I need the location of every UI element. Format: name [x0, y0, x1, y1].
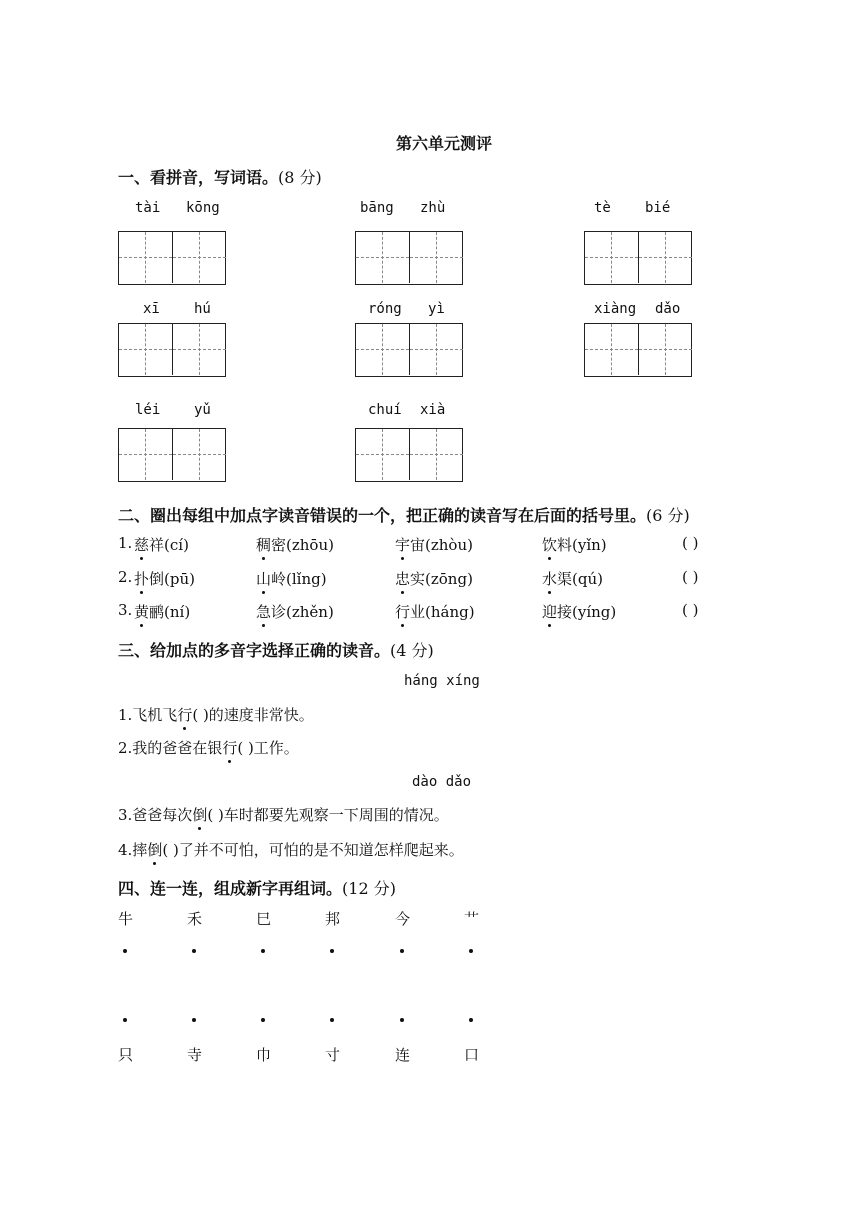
writing-grid[interactable]	[355, 428, 463, 482]
section-2-score: (6 分)	[646, 506, 690, 525]
answer-parentheses[interactable]: ( )	[682, 568, 699, 586]
question-number: 2.	[118, 568, 133, 586]
match-bottom-char: 寸	[325, 1046, 341, 1064]
pinyin-options: háng xíng	[404, 673, 480, 689]
answer-blank[interactable]: ( )的速度非常快。	[192, 706, 314, 724]
answer-blank[interactable]: ( )了并不可怕，可怕的是不知道怎样爬起来。	[162, 841, 464, 859]
answer-blank[interactable]: ( )工作。	[237, 739, 299, 757]
word-option[interactable]: 饮料(yǐn)	[542, 536, 607, 554]
match-dot[interactable]	[469, 1018, 473, 1022]
writing-grid[interactable]	[584, 231, 692, 285]
section-1-heading	[118, 165, 322, 188]
writing-grid[interactable]	[118, 231, 226, 285]
question-3: 3.爸爸每次倒( )车时都要先观察一下周围的情况。	[118, 806, 449, 824]
match-bottom-char: 口	[464, 1046, 480, 1064]
match-dot[interactable]	[123, 1018, 127, 1022]
match-dot[interactable]	[330, 949, 334, 953]
match-dot[interactable]	[400, 1018, 404, 1022]
word-option[interactable]: 黄鹂(ní)	[134, 603, 191, 621]
pinyin-label: xī	[143, 301, 160, 317]
pinyin-label: léi	[135, 402, 161, 418]
word-option[interactable]: 稠密(zhōu)	[256, 536, 334, 554]
word-option[interactable]: 山岭(lǐng)	[256, 570, 327, 588]
writing-grid[interactable]	[355, 323, 463, 377]
pinyin-label: tài	[135, 200, 161, 216]
section-4-heading	[118, 876, 396, 899]
word-option[interactable]: 水渠(qú)	[542, 570, 603, 588]
page-title: 第六单元测评	[396, 134, 493, 153]
question-number: 3.	[118, 601, 133, 619]
section-3-score: (4 分)	[390, 641, 434, 660]
question-1: 1.飞机飞行( )的速度非常快。	[118, 706, 314, 724]
pinyin-label: hú	[194, 301, 211, 317]
match-bottom-char: 巾	[256, 1046, 272, 1064]
match-top-char: 巳	[256, 910, 272, 928]
writing-grid[interactable]	[118, 323, 226, 377]
match-dot[interactable]	[330, 1018, 334, 1022]
word-option[interactable]: 行业(háng)	[395, 603, 475, 621]
match-dot[interactable]	[469, 949, 473, 953]
answer-parentheses[interactable]: ( )	[682, 601, 699, 619]
match-top-char: 禾	[187, 910, 203, 928]
word-option[interactable]: 迎接(yíng)	[542, 603, 617, 621]
section-3-heading	[118, 638, 434, 661]
writing-grid[interactable]	[584, 323, 692, 377]
pinyin-label: kōng	[186, 200, 220, 216]
question-2: 2.我的爸爸在银行( )工作。	[118, 739, 299, 757]
match-dot[interactable]	[123, 949, 127, 953]
word-option[interactable]: 慈祥(cí)	[134, 536, 189, 554]
pinyin-label: xià	[420, 402, 446, 418]
writing-grid[interactable]	[355, 231, 463, 285]
pinyin-label: bié	[645, 200, 671, 216]
pinyin-label: yǔ	[194, 402, 211, 418]
pinyin-label: dǎo	[655, 301, 681, 317]
pinyin-label: róng	[368, 301, 402, 317]
section-2-title: 二、圈出每组中加点字读音错误的一个，把正确的读音写在后面的括号里。	[118, 506, 647, 525]
word-option[interactable]: 宇宙(zhòu)	[395, 536, 473, 554]
pinyin-label: zhù	[420, 200, 446, 216]
pinyin-label: xiàng	[594, 301, 637, 317]
match-dot[interactable]	[261, 1018, 265, 1022]
question-4: 4.摔倒( )了并不可怕，可怕的是不知道怎样爬起来。	[118, 841, 464, 859]
match-top-char: 牛	[118, 910, 134, 928]
pinyin-options: dào dǎo	[412, 774, 472, 790]
section-3-title: 三、给加点的多音字选择正确的读音。	[118, 641, 391, 660]
pinyin-label: tè	[594, 200, 611, 216]
pinyin-label: yì	[428, 301, 445, 317]
match-bottom-char: 寺	[187, 1046, 203, 1064]
section-2-heading	[118, 503, 690, 526]
match-dot[interactable]	[261, 949, 265, 953]
pinyin-label: bāng	[360, 200, 394, 216]
question-number: 1.	[118, 534, 133, 552]
match-dot[interactable]	[400, 949, 404, 953]
word-option[interactable]: 扑倒(pū)	[134, 570, 195, 588]
word-option[interactable]: 忠实(zōng)	[395, 570, 473, 588]
match-top-char: 艹	[464, 910, 480, 928]
word-option[interactable]: 急诊(zhěn)	[256, 603, 334, 621]
match-bottom-char: 连	[395, 1046, 411, 1064]
match-top-char: 邦	[325, 910, 341, 928]
writing-grid[interactable]	[118, 428, 226, 482]
match-dot[interactable]	[192, 949, 196, 953]
section-1-title: 一、看拼音，写词语。	[118, 168, 279, 187]
match-top-char: 今	[395, 910, 411, 928]
answer-parentheses[interactable]: ( )	[682, 534, 699, 552]
answer-blank[interactable]: ( )车时都要先观察一下周围的情况。	[207, 806, 449, 824]
section-4-score: (12 分)	[342, 879, 396, 898]
section-1-score: (8 分)	[278, 168, 322, 187]
match-bottom-char: 只	[118, 1046, 134, 1064]
section-4-title: 四、连一连，组成新字再组词。	[118, 879, 343, 898]
match-dot[interactable]	[192, 1018, 196, 1022]
pinyin-label: chuí	[368, 402, 402, 418]
